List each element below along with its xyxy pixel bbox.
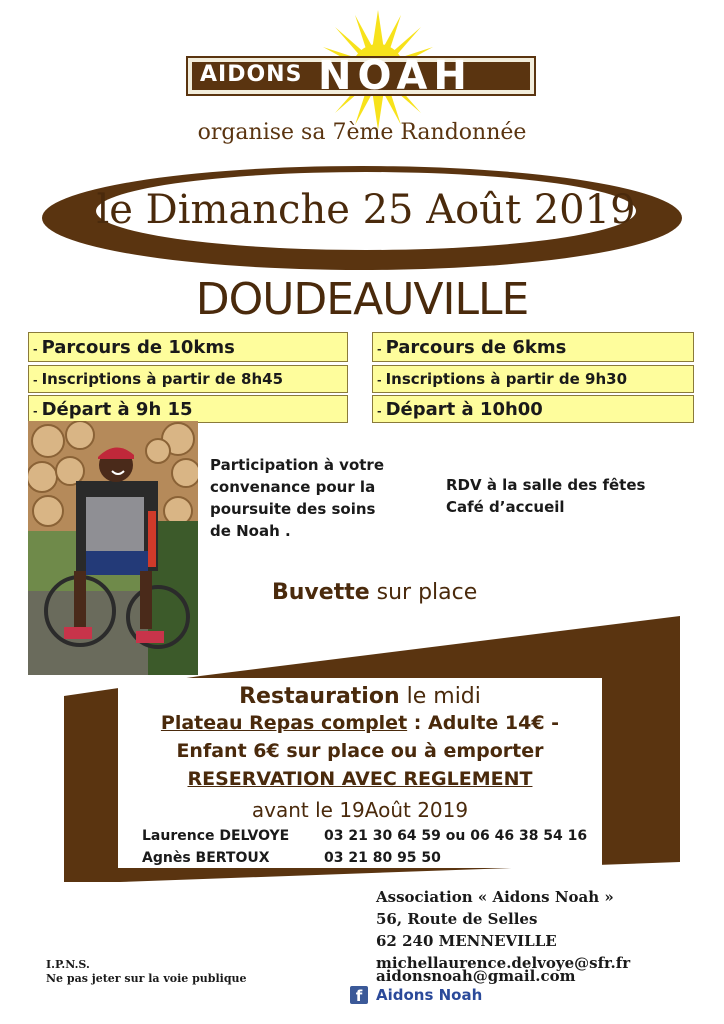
route-left-depart: - Départ à 9h 15 [28,395,348,423]
route-right-depart-label: Départ à 10h00 [385,399,543,420]
route-right-distance: - Parcours de 6kms [372,332,694,362]
restauration-title-rest: le midi [399,684,481,709]
event-city: DOUDEAUVILLE [195,274,529,325]
route-left-distance-label: Parcours de 10kms [41,337,235,358]
contact-phone: 03 21 80 95 50 [324,850,441,866]
route-left-depart-label: Départ à 9h 15 [41,399,193,420]
plateau-underlined: Plateau Repas complet [160,712,408,734]
route-right-distance-label: Parcours de 6kms [385,337,567,358]
route-left-inscriptions: - Inscriptions à partir de 8h45 [28,365,348,393]
email-link[interactable]: michellaurence.delvoye@sfr.fr [376,954,631,972]
address-street: 56, Route de Selles [376,910,538,928]
email-link[interactable]: aidonsnoah@gmail.com [376,967,576,985]
route-right-depart: - Départ à 10h00 [372,395,694,423]
route-right-inscriptions: - Inscriptions à partir de 9h30 [372,365,694,393]
avant-line: avant le 19Août 2019 [251,798,469,822]
facebook-link[interactable]: Aidons Noah [376,986,483,1004]
event-date: le Dimanche 25 Août 2019 [96,187,636,233]
address-city: 62 240 MENNEVILLE [376,932,557,950]
reservation-line: RESERVATION AVEC REGLEMENT [187,768,533,790]
restauration-title [118,684,602,709]
facebook-icon[interactable]: f [350,986,368,1004]
association-name: Association « Aidons Noah » [376,888,614,906]
participation-line: convenance pour la [210,478,376,496]
logo-noah-text: NOAH [318,53,473,99]
route-left-inscriptions-label: Inscriptions à partir de 8h45 [41,370,284,388]
ipns-label: I.P.N.S. [46,958,90,971]
logo-aidons-text: AIDONS [200,62,303,87]
plateau-line [118,712,602,734]
enfant-line: Enfant 6€ sur place ou à emporter [176,740,544,762]
buvette-bold: Buvette [272,580,370,605]
contact-name: Laurence DELVOYE [142,828,290,844]
participation-line: Participation à votre [210,456,385,474]
ipns-notice: Ne pas jeter sur la voie publique [46,972,247,985]
participation-line: de Noah . [210,522,291,540]
participation-line: poursuite des soins [210,500,376,518]
buvette-rest: sur place [369,580,478,605]
plateau-rest: : Adulte 14€ - [407,712,560,734]
route-right-inscriptions-label: Inscriptions à partir de 9h30 [385,370,628,388]
restauration-title-bold: Restauration [239,684,400,709]
rdv-line: RDV à la salle des fêtes [446,476,646,494]
contact-name: Agnès BERTOUX [142,850,270,866]
contact-phone: 03 21 30 64 59 ou 06 46 38 54 16 [324,828,588,844]
event-subtitle: organise sa 7ème Randonnée [197,120,527,145]
route-left-distance: - Parcours de 10kms [28,332,348,362]
rdv-line: Café d’accueil [446,498,565,516]
